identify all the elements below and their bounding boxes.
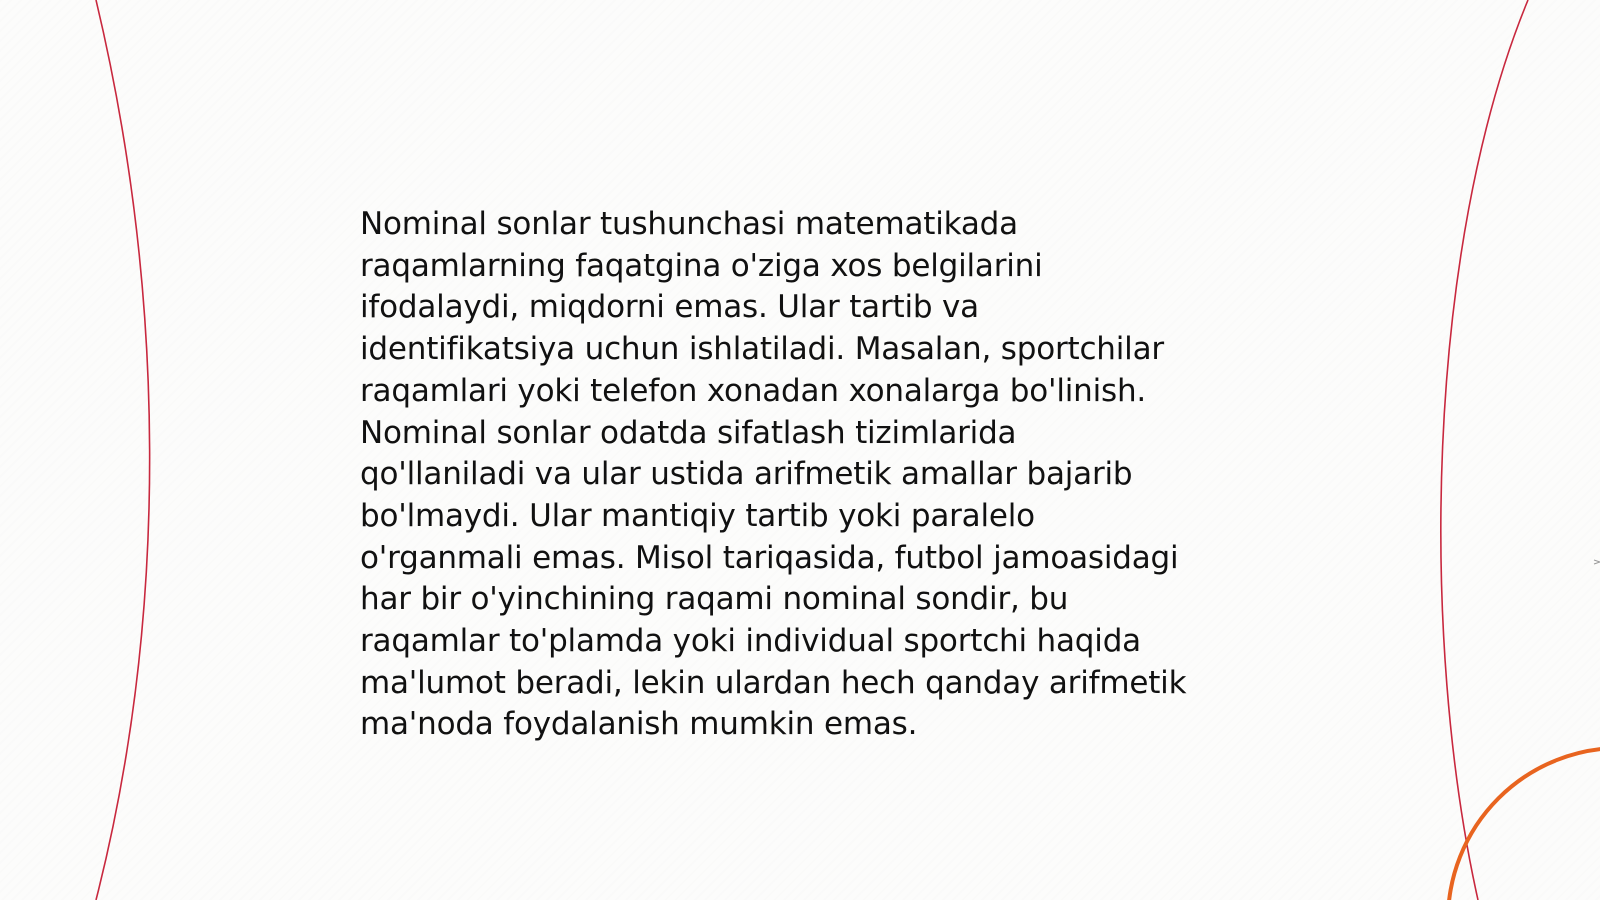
body-line: Nominal sonlar odatda sifatlash tizimlarida: [360, 414, 1017, 451]
body-line: Nominal sonlar tushunchasi matematikada: [360, 206, 1018, 242]
body-line: o'rganmali emas. Misol tariqasida, futbol jamoasidagi: [360, 539, 1179, 576]
body-line: ma'lumot beradi, lekin ulardan hech qanday arifmetik: [360, 664, 1187, 701]
orange-circle-accent: [1448, 748, 1600, 900]
arrow-mark-icon: [1594, 560, 1600, 564]
body-line: raqamlarning faqatgina o'ziga xos belgilarini: [360, 247, 1043, 284]
body-line: ifodalaydi, miqdorni emas. Ular tartib va: [360, 289, 979, 326]
body-line: har bir o'yinchining raqami nominal sondir, bu: [360, 581, 1069, 618]
body-line: identifikatsiya uchun ishlatiladi. Masalan, sportchilar: [360, 331, 1164, 368]
body-line: raqamlar to'plamda yoki individual sportchi haqida: [360, 623, 1141, 660]
body-line: qo'llaniladi va ular ustida arifmetik amallar bajarib: [360, 456, 1133, 493]
body-line: bo'lmaydi. Ular mantiqiy tartib yoki paralelo: [360, 497, 1035, 534]
slide-body-text: [360, 204, 1240, 746]
left-arc-line: [96, 0, 150, 900]
body-line: raqamlari yoki telefon xonadan xonalarga bo'linish.: [360, 372, 1147, 409]
right-arc-line: [1441, 0, 1528, 900]
body-line: ma'noda foydalanish mumkin emas.: [360, 706, 918, 743]
